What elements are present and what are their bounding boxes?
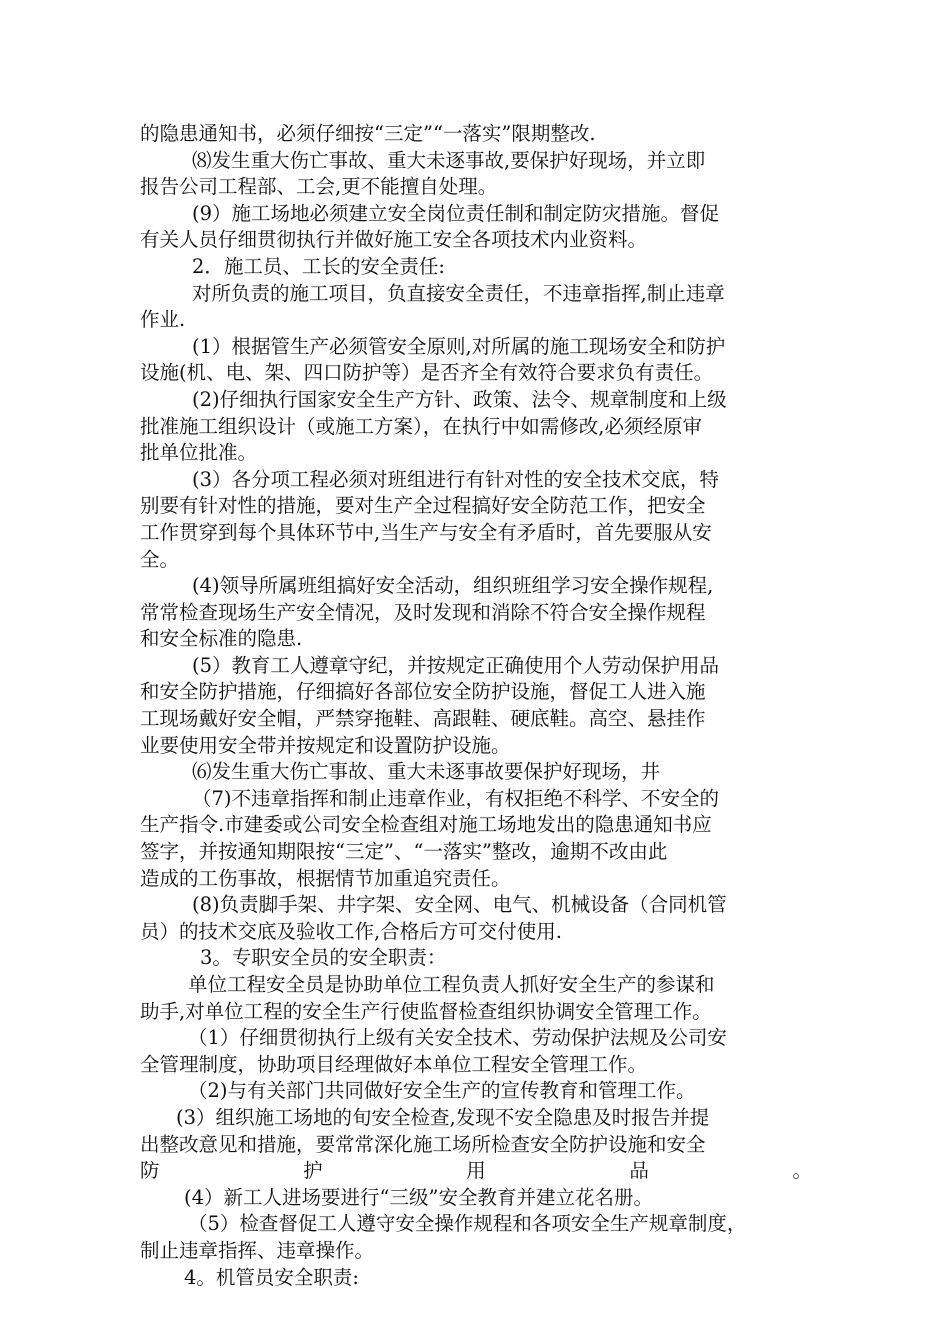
text-line: 造成的工伤事故，根据情节加重追究责任。 bbox=[140, 866, 511, 890]
spread-char: 防 bbox=[140, 1159, 160, 1183]
spread-char: 用 bbox=[466, 1159, 486, 1183]
text-line: 工作贯穿到每个具体环节中,当生产与安全有矛盾时，首先要服从安 bbox=[140, 520, 712, 544]
text-line: 和安全标准的隐患. bbox=[140, 627, 303, 651]
text-line: (4)领导所属班组搞好安全活动，组织班组学习安全操作规程, bbox=[192, 574, 714, 598]
text-line: 工现场戴好安全帽，严禁穿拖鞋、高跟鞋、硬底鞋。高空、悬挂作 bbox=[140, 707, 706, 731]
text-line: 报告公司工程部、工会,更不能擅自处理。 bbox=[140, 175, 498, 199]
text-line: 批单位批准。 bbox=[140, 441, 258, 465]
text-line: （5）检查督促工人遵守安全操作规程和各项安全生产规章制度， bbox=[188, 1212, 747, 1236]
section-heading: 3。专职安全员的安全职责： bbox=[200, 946, 447, 970]
text-line: （7)不违章指挥和制止违章作业，有权拒绝不科学、不安全的 bbox=[192, 786, 720, 810]
text-line: (1）根据管生产必须管安全原则,对所属的施工现场安全和防护 bbox=[192, 334, 726, 358]
text-line: 别要有针对性的措施，要对生产全过程搞好安全防范工作，把安全 bbox=[140, 494, 706, 518]
spread-char: 护 bbox=[303, 1159, 323, 1183]
text-line: 出整改意见和措施，要常常深化施工场所检查安全防护设施和安全 bbox=[140, 1132, 706, 1156]
text-line: (3）组织施工场地的旬安全检查,发现不安全隐患及时报告并提 bbox=[176, 1105, 710, 1129]
text-line: 的隐患通知书，必须仔细按“三定”“一落实”限期整改. bbox=[140, 122, 596, 145]
text-line: （1）仔细贯彻执行上级有关安全技术、劳动保护法规及公司安 bbox=[188, 1026, 727, 1050]
section-heading: 2．施工员、工长的安全责任: bbox=[192, 254, 445, 278]
text-line: 对所负责的施工项目，负直接安全责任，不违章指挥,制止违章 bbox=[192, 281, 725, 305]
spread-text-line bbox=[140, 1158, 812, 1185]
text-line: (2)仔细执行国家安全生产方针、政策、法令、规章制度和上级 bbox=[192, 387, 727, 411]
document-body bbox=[140, 121, 812, 1291]
text-line: ⑻发生重大伤亡事故、重大未逐事故,要保护好现场，并立即 bbox=[192, 148, 706, 172]
text-line: 助手,对单位工程的安全生产行使监督检查组织协调安全管理工作。 bbox=[140, 999, 712, 1023]
text-line: 签字，并按通知期限按“三定”、“一落实”整改，逾期不改由此 bbox=[140, 840, 668, 864]
text-line: 全。 bbox=[140, 547, 180, 571]
spread-char: 。 bbox=[792, 1159, 812, 1183]
text-line: (9）施工场地必须建立安全岗位责任制和制定防灾措施。督促 bbox=[192, 201, 720, 225]
text-line: (8)负责脚手架、井字架、安全网、电气、机械设备（合同机管 bbox=[192, 893, 727, 917]
text-line: 业要使用安全带并按规定和设置防护设施。 bbox=[140, 733, 511, 757]
text-line: 员）的技术交底及验收工作,合格后方可交付使用. bbox=[140, 919, 562, 943]
text-line: 常常检查现场生产安全情况，及时发现和消除不符合安全操作规程 bbox=[140, 600, 706, 624]
text-line: 和安全防护措施，仔细搞好各部位安全防护设施，督促工人进入施 bbox=[140, 680, 706, 704]
text-line: 有关人员仔细贯彻执行并做好施工安全各项技术内业资料。 bbox=[140, 228, 648, 252]
section-heading: 4。机管员安全职责: bbox=[184, 1265, 359, 1289]
text-line: 单位工程安全员是协助单位工程负责人抓好安全生产的参谋和 bbox=[188, 973, 715, 996]
text-line: (4）新工人进场要进行“三级”安全教育并建立花名册。 bbox=[184, 1185, 653, 1209]
text-line: 设施(机、电、架、四口防护等）是否齐全有效符合要求负有责任。 bbox=[140, 361, 714, 385]
text-line: 作业. bbox=[140, 308, 186, 332]
spread-char: 品 bbox=[629, 1159, 649, 1183]
text-line: （2)与有关部门共同做好安全生产的宣传教育和管理工作。 bbox=[188, 1079, 696, 1103]
text-line: 制止违章指挥、违章操作。 bbox=[140, 1238, 375, 1262]
text-line: 批准施工组织设计（或施工方案），在执行中如需修改,必须经原审 bbox=[140, 414, 702, 438]
text-line: ⑹发生重大伤亡事故、重大未逐事故要保护好现场，井 bbox=[192, 760, 661, 784]
text-line: 生产指令.市建委或公司安全检查组对施工场地发出的隐患通知书应 bbox=[140, 813, 712, 837]
text-line: (5）教育工人遵章守纪，并按规定正确使用个人劳动保护用品 bbox=[192, 653, 720, 677]
text-line: (3）各分项工程必须对班组进行有针对性的安全技术交底，特 bbox=[192, 467, 720, 491]
text-line: 全管理制度，协助项目经理做好本单位工程安全管理工作。 bbox=[140, 1052, 648, 1076]
